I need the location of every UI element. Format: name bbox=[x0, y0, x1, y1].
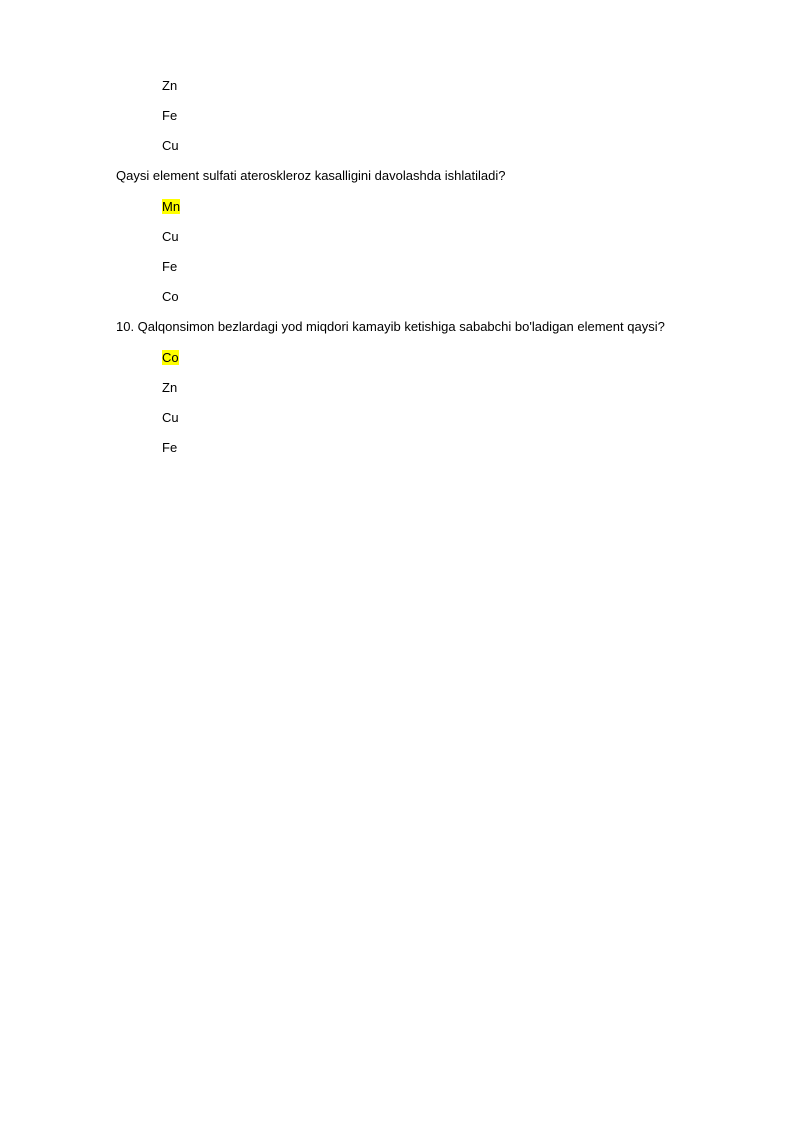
prev-option-1: Zn bbox=[162, 78, 178, 93]
highlighted-answer: Co bbox=[162, 350, 179, 365]
answer-option: Cu bbox=[162, 229, 179, 244]
answer-option: Fe bbox=[162, 440, 178, 455]
answer-option-correct bbox=[162, 198, 180, 215]
question-text: 10. Qalqonsimon bezlardagi yod miqdori kamayib ketishiga sababchi bo'ladigan element qaysi? bbox=[116, 319, 665, 334]
prev-option-3: Cu bbox=[162, 138, 179, 153]
answer-option: Co bbox=[162, 289, 179, 304]
highlighted-answer: Mn bbox=[162, 199, 181, 214]
answer-option: Zn bbox=[162, 380, 178, 395]
answer-option: Fe bbox=[162, 259, 178, 274]
prev-option-2: Fe bbox=[162, 108, 178, 123]
answer-option-correct bbox=[162, 349, 179, 366]
answer-option: Cu bbox=[162, 410, 179, 425]
question-text: Qaysi element sulfati ateroskleroz kasalligini davolashda ishlatiladi? bbox=[116, 168, 506, 183]
